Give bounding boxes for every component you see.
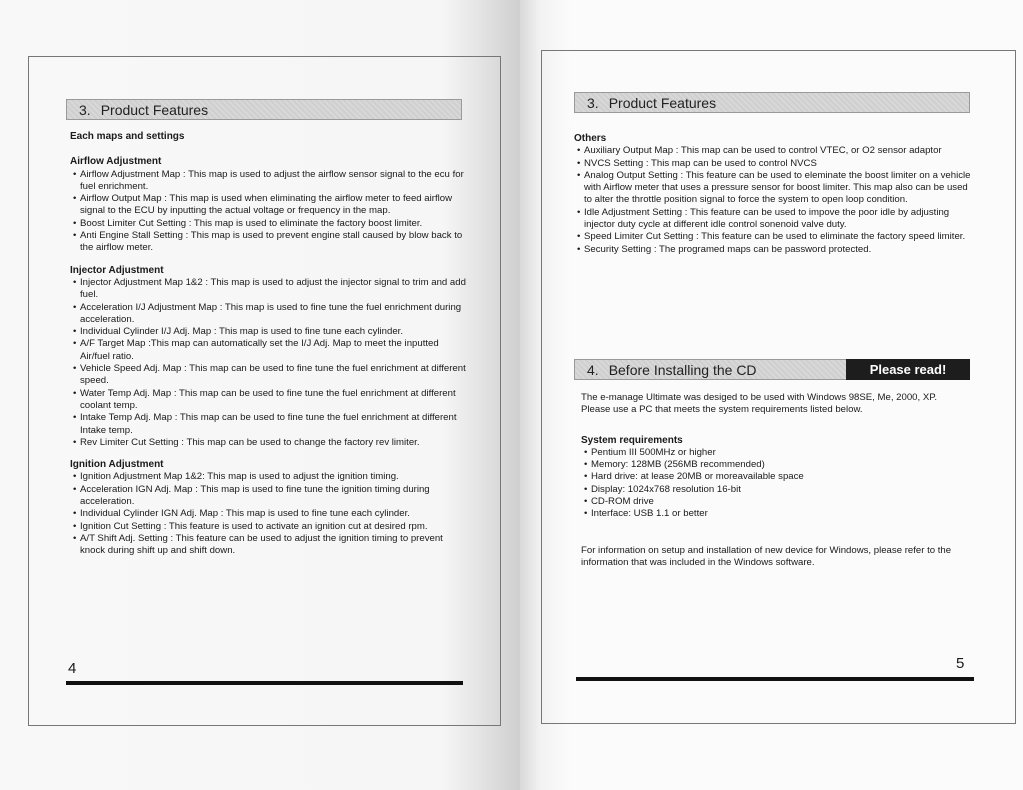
footer-note: For information on setup and installation of new device for Windows, please refer to the information that was included in the Windows software. bbox=[581, 544, 952, 568]
list-item: • Individual Cylinder I/J Adj. Map : This map is used to fine tune each cylinder. bbox=[70, 326, 466, 338]
list-item: • Analog Output Setting : This feature can be used to eleminate the boost limiter on a vehicle with Airflow meter that uses a pressure sensor for boost limiter. This map also can be used to alter the throttle position signal to force the system to open loop condition. bbox=[574, 170, 974, 207]
left-section-number: 3. bbox=[79, 102, 91, 118]
list-item: • Auxiliary Output Map : This map can be used to control VTEC, or O2 sensor adaptor bbox=[574, 145, 974, 157]
right-others-content bbox=[574, 133, 974, 256]
intro-line-2: Please use a PC that meets the system requirements listed below. bbox=[581, 404, 863, 416]
list-item: • Injector Adjustment Map 1&2 : This map is used to adjust the injector signal to trim and add fuel. bbox=[70, 277, 466, 302]
list-item: • Rev Limiter Cut Setting : This map can be used to change the factory rev limiter. bbox=[70, 437, 466, 449]
list-item: • Boost Limiter Cut Setting : This map is used to eliminate the factory boost limiter. bbox=[70, 218, 466, 230]
left-subtitle: Each maps and settings bbox=[70, 131, 185, 142]
list-item: • Acceleration IGN Adj. Map : This map is used to fine tune the ignition timing during acceleration. bbox=[70, 484, 466, 509]
left-section-header bbox=[66, 99, 462, 120]
right-page-number: 5 bbox=[956, 655, 965, 672]
sysreq-heading: System requirements bbox=[581, 434, 683, 446]
list-item: • Acceleration I/J Adjustment Map : This map is used to fine tune the fuel enrichment during acceleration. bbox=[70, 302, 466, 327]
list-item: • Idle Adjustment Setting : This feature can be used to impove the poor idle by adjusting injector duty cycle at different idle control sonenoid valve duty. bbox=[574, 207, 974, 232]
list-item: • A/T Shift Adj. Setting : This feature can be used to adjust the ignition timing to prevent knock during shift up and shift down. bbox=[70, 533, 466, 558]
left-content bbox=[70, 131, 466, 558]
section4-number: 4. bbox=[587, 362, 599, 378]
list-item: • Hard drive: at lease 20MB or moreavailable space bbox=[581, 471, 976, 483]
group-heading-ignition: Ignition Adjustment bbox=[70, 459, 164, 471]
list-item: • CD-ROM drive bbox=[581, 496, 976, 508]
left-page-number: 4 bbox=[68, 660, 77, 677]
list-item: • Anti Engine Stall Setting : This map is used to prevent engine stall caused by blow back to the airflow meter. bbox=[70, 230, 466, 255]
list-item: • Individual Cylinder IGN Adj. Map : This map is used to fine tune each cylinder. bbox=[70, 508, 466, 520]
others-heading: Others bbox=[574, 133, 607, 144]
list-item: • Water Temp Adj. Map : This map can be used to fine tune the fuel enrichment at different coolant temp. bbox=[70, 388, 466, 413]
list-item: • Airflow Adjustment Map : This map is used to adjust the airflow sensor signal to the ecu for fuel enrichment. bbox=[70, 169, 466, 194]
group-heading-airflow: Airflow Adjustment bbox=[70, 156, 162, 168]
list-item: • Pentium III 500MHz or higher bbox=[581, 447, 976, 459]
list-item: • NVCS Setting : This map can be used to control NVCS bbox=[574, 158, 974, 170]
list-item: • Ignition Adjustment Map 1&2: This map is used to adjust the ignition timing. bbox=[70, 471, 466, 483]
list-item: • Display: 1024x768 resolution 16-bit bbox=[581, 484, 976, 496]
list-item: • A/F Target Map :This map can automatically set the I/J Adj. Map to meet the inputted Air/fuel ratio. bbox=[70, 338, 466, 363]
right-footer-rule bbox=[576, 677, 974, 681]
list-item: • Speed Limiter Cut Setting : This feature can be used to eliminate the factory speed limiter. bbox=[574, 231, 974, 243]
right-section-header bbox=[574, 92, 970, 113]
group-heading-injector: Injector Adjustment bbox=[70, 264, 164, 276]
list-item: • Ignition Cut Setting : This feature is used to activate an ignition cut at desired rpm. bbox=[70, 521, 466, 533]
intro-line-1: The e-manage Ultimate was desiged to be used with Windows 98SE, Me, 2000, XP. bbox=[581, 392, 938, 403]
list-item: • Intake Temp Adj. Map : This map can be used to fine tune the fuel enrichment at different Intake temp. bbox=[70, 412, 466, 437]
right-section-title: Product Features bbox=[608, 95, 717, 111]
list-item: • Interface: USB 1.1 or better bbox=[581, 508, 976, 520]
list-item: • Security Setting : The programed maps can be password protected. bbox=[574, 244, 974, 256]
left-footer-rule bbox=[66, 681, 463, 685]
please-read-badge: Please read! bbox=[846, 359, 970, 380]
list-item: • Vehicle Speed Adj. Map : This map can be used to fine tune the fuel enrichment at different speed. bbox=[70, 363, 466, 388]
list-item: • Memory: 128MB (256MB recommended) bbox=[581, 459, 976, 471]
list-item: • Airflow Output Map : This map is used when eliminating the airflow meter to feed airflow signal to the ECU by inputting the actual voltage or frequency in the map. bbox=[70, 193, 466, 218]
right-install-content bbox=[581, 392, 976, 569]
section4-title: Before Installing the CD bbox=[608, 362, 757, 378]
left-section-title: Product Features bbox=[100, 102, 209, 118]
right-section-number: 3. bbox=[587, 95, 599, 111]
